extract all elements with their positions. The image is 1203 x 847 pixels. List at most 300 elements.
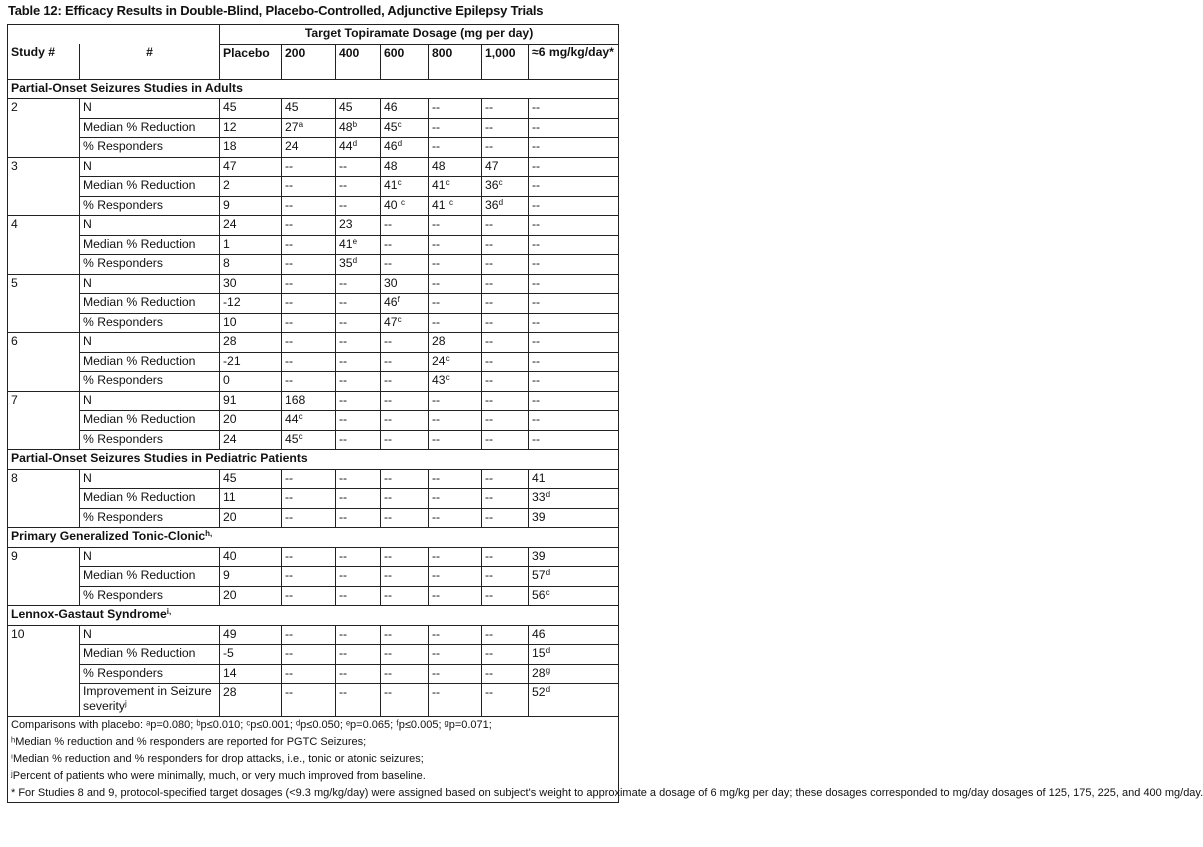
cell-value: -- [285,158,294,173]
value-cell [282,235,336,255]
value-cell [336,625,381,645]
cell-value: -- [285,509,294,524]
value-cell [381,274,429,294]
cell-value: -- [285,178,294,192]
measure-label-text: % Responders [83,509,163,524]
cell-value: 28 [223,334,237,348]
value-cell [282,196,336,216]
value-cell [381,625,429,645]
measure-label [80,508,220,528]
value-cell [336,586,381,606]
value-cell [282,216,336,236]
value-cell [482,216,529,236]
measure-label [80,235,220,255]
cell-value: 35 [339,256,353,270]
cell-value: -- [532,314,541,329]
measure-label [80,567,220,587]
value-cell [336,99,381,119]
value-cell [529,196,619,216]
value-cell [482,177,529,197]
cell-value: 28 [432,334,446,348]
footnote-marker: h, [205,529,213,538]
value-cell [220,508,282,528]
table-row [8,567,619,587]
cell-value: -- [432,509,441,524]
header-row [8,44,619,79]
cell-value: 30 [223,275,237,290]
cell-value: 41 [432,197,449,212]
measure-label-text: Median % Reduction [83,646,196,660]
table-title: Table 12: Efficacy Results in Double-Blind, Placebo-Controlled, Adjunctive Epilepsy Trials [8,3,544,18]
cell-value: 46 [384,139,398,153]
value-cell [429,567,482,587]
study-number-cell [8,411,80,431]
cell-value: 39 [532,509,546,524]
cell-value: -- [432,587,441,602]
column-header: 200 [282,44,336,79]
value-cell [282,411,336,431]
value-cell [381,177,429,197]
value-cell [482,99,529,119]
value-cell [482,469,529,489]
cell-value: -- [339,295,348,309]
value-cell [220,196,282,216]
value-cell [482,235,529,255]
measure-label-text: % Responders [83,431,163,446]
value-cell [381,547,429,567]
footnote-line: * For Studies 8 and 9, protocol-specified target dosages (<9.3 mg/kg/day) were assigned based on subject's weight to approximate a dosage of 6 mg/kg per day; these dosages corresponded to mg/day dosages of 125, 175, 225, and 400 mg/day. [11,787,1203,799]
study-number-cell [8,177,80,197]
value-cell [220,313,282,333]
cell-value: -- [532,334,541,348]
value-cell [220,489,282,509]
cell-value: -- [285,646,294,660]
value-cell [220,547,282,567]
cell-value: 28 [532,665,546,680]
cell-value: 24 [223,217,237,231]
value-cell [529,411,619,431]
cell-value: -- [432,314,441,329]
cell-value: 20 [223,587,237,602]
cell-value: -- [339,568,348,582]
cell-value: -- [432,548,441,563]
study-number-cell [8,372,80,392]
value-cell [282,313,336,333]
cell-value: -- [285,373,294,387]
measure-label-text: Median % Reduction [83,236,196,251]
value-cell [529,235,619,255]
table-row [8,274,619,294]
footnote-marker: d [352,256,358,265]
measure-label-text: % Responders [83,373,163,387]
cell-value: 47 [223,158,237,173]
cell-value: -- [384,373,393,387]
value-cell [429,235,482,255]
table-row [8,625,619,645]
cell-value: -- [285,665,294,680]
value-cell [482,567,529,587]
section-row [8,450,619,470]
value-cell [220,664,282,684]
measure-label-text: Median % Reduction [83,412,196,426]
cell-value: -- [432,646,441,660]
value-cell [482,313,529,333]
cell-value: -- [485,256,494,270]
cell-value: 1 [223,236,230,251]
measure-label [80,99,220,119]
value-cell [381,430,429,450]
value-cell [336,664,381,684]
table-row [8,138,619,158]
cell-value: -- [532,256,541,270]
study-number-cell [8,118,80,138]
cell-value: 41 [339,236,353,251]
value-cell [336,684,381,717]
measure-label [80,294,220,314]
cell-value: 43 [432,373,446,387]
cell-value: 20 [223,412,237,426]
value-cell [282,469,336,489]
table-row [8,547,619,567]
cell-value: 44 [285,412,299,426]
cell-value: 20 [223,509,237,524]
value-cell [220,430,282,450]
value-cell [381,508,429,528]
value-cell [429,547,482,567]
value-cell [282,430,336,450]
cell-value: -- [432,139,441,153]
table-row [8,235,619,255]
section-title-text: Partial-Onset Seizures Studies in Pediatric Patients [11,451,308,465]
cell-value: -- [432,217,441,231]
value-cell [336,216,381,236]
cell-value: -- [485,314,494,329]
value-cell [482,118,529,138]
cell-value: -- [532,353,541,368]
value-cell [482,411,529,431]
cell-value: 15 [532,646,546,660]
cell-value: -- [384,353,393,368]
value-cell [529,294,619,314]
study-number-cell [8,235,80,255]
cell-value: -- [485,275,494,290]
value-cell [529,138,619,158]
value-cell [220,411,282,431]
measure-label-text: N [83,100,92,114]
measure-label [80,118,220,138]
value-cell [282,567,336,587]
cell-value: -- [532,412,541,426]
cell-value: -- [532,275,541,290]
cell-value: -- [285,275,294,290]
value-cell [529,489,619,509]
measure-label-text: N [83,548,92,563]
table-row [8,118,619,138]
value-cell [220,99,282,119]
study-number-cell: 10 [8,625,80,645]
cell-value: 33 [532,490,546,504]
value-cell [336,235,381,255]
cell-value: 44 [339,139,353,153]
cell-value: -- [485,548,494,563]
footnote-marker: j [125,699,127,708]
cell-value: -- [485,470,494,485]
table-row [8,255,619,275]
footnotes-cell [8,717,1203,803]
cell-value: 52 [532,685,546,699]
value-cell [429,196,482,216]
section-row [8,606,619,626]
cell-value: 47 [485,158,499,173]
value-cell [381,567,429,587]
measure-label-text: N [83,626,92,641]
value-cell [282,586,336,606]
efficacy-table [7,24,1203,803]
cell-value: -- [532,178,541,192]
measure-label-text: Median % Reduction [83,353,196,368]
study-number-cell: 4 [8,216,80,236]
value-cell [220,586,282,606]
value-cell [529,274,619,294]
measure-label [80,216,220,236]
value-cell [529,567,619,587]
measure-label [80,255,220,275]
cell-value: -- [384,626,393,641]
value-cell [429,469,482,489]
cell-value: -- [532,158,541,173]
footnote-marker: d [397,139,403,148]
value-cell [482,255,529,275]
footnote-marker: i, [166,607,172,616]
value-cell [220,391,282,411]
cell-value: -- [384,509,393,524]
cell-value: 48 [432,158,446,173]
measure-label-text: % Responders [83,139,163,153]
value-cell [529,469,619,489]
cell-value: -- [339,158,348,173]
table-row [8,196,619,216]
measure-label [80,411,220,431]
cell-value: 36 [485,197,499,212]
value-cell [529,625,619,645]
value-cell [429,391,482,411]
value-cell [381,333,429,353]
measure-label [80,469,220,489]
measure-label [80,586,220,606]
value-cell [482,508,529,528]
cell-value: 49 [223,626,237,641]
measure-label [80,177,220,197]
value-cell [336,138,381,158]
cell-value: -- [339,646,348,660]
cell-value: -- [339,548,348,563]
cell-value: -- [339,314,348,329]
value-cell [220,352,282,372]
table-row [8,469,619,489]
study-number-cell [8,586,80,606]
cell-value: 8 [223,256,230,270]
value-cell [429,625,482,645]
cell-value: -- [285,295,294,309]
value-cell [429,586,482,606]
cell-value: 56 [532,587,546,602]
value-cell [282,508,336,528]
table-row [8,411,619,431]
measure-label-text: % Responders [83,314,163,329]
value-cell [482,352,529,372]
value-cell [282,684,336,717]
value-cell [336,508,381,528]
value-cell [282,489,336,509]
value-cell [282,255,336,275]
value-cell [220,567,282,587]
column-header: Placebo [220,44,282,79]
value-cell [429,216,482,236]
value-cell [336,177,381,197]
cell-value: -- [384,412,393,426]
value-cell [282,352,336,372]
table-row [8,216,619,236]
value-cell [336,645,381,665]
cell-value: -- [432,490,441,504]
cell-value: -- [285,587,294,602]
study-number-cell [8,684,80,717]
cell-value: -- [384,568,393,582]
value-cell [529,313,619,333]
cell-value: -- [432,236,441,251]
measure-label-text: Median % Reduction [83,295,196,309]
value-cell [529,586,619,606]
value-cell [336,313,381,333]
value-cell [429,255,482,275]
footnote-marker: c [448,197,453,207]
value-cell [282,138,336,158]
measure-label-text: % Responders [83,587,163,602]
table-row [8,313,619,333]
study-number-cell [8,489,80,509]
study-number-cell [8,664,80,684]
value-cell [429,138,482,158]
cell-value: -- [285,353,294,368]
section-title [8,450,619,470]
value-cell [220,625,282,645]
footnote-marker: d [545,568,551,577]
footnote-line: ʰMedian % reduction and % responders are reported for PGTC Seizures; [11,736,367,748]
value-cell [381,372,429,392]
study-number-cell [8,313,80,333]
measure-label [80,372,220,392]
value-cell [220,235,282,255]
measure-label-text: N [83,275,92,290]
measure-label [80,274,220,294]
cell-value: -- [285,626,294,641]
measure-label-text: N [83,392,92,407]
cell-value: 18 [223,139,237,153]
study-number-cell [8,645,80,665]
table-row [8,372,619,392]
value-cell [429,411,482,431]
value-cell [429,508,482,528]
cell-value: 24 [432,353,446,368]
section-title-text: Lennox-Gastaut Syndrome [11,607,167,621]
footnote-marker: g [545,665,551,675]
footnote-marker: c [298,412,303,421]
cell-value: -- [432,412,441,426]
value-cell [336,411,381,431]
value-cell [529,645,619,665]
value-cell [482,430,529,450]
table-row [8,294,619,314]
cell-value: -- [432,568,441,582]
cell-value: -- [485,100,494,114]
value-cell [429,352,482,372]
cell-value: -- [384,470,393,485]
cell-value: 30 [384,275,398,290]
measure-label [80,684,220,717]
footnote-marker: c [445,178,450,187]
study-number-cell [8,255,80,275]
cell-value: -- [532,431,541,446]
value-cell [220,118,282,138]
cell-value: -- [485,646,494,660]
cell-value: -- [485,685,494,699]
cell-value: -- [285,470,294,485]
value-cell [381,235,429,255]
value-cell [381,352,429,372]
value-cell [336,352,381,372]
cell-value: -- [532,295,541,309]
cell-value: 40 [384,197,401,212]
cell-value: -- [532,392,541,407]
measure-label-text: Median % Reduction [83,490,196,504]
cell-value: -21 [223,353,241,368]
column-header: Study # [8,44,80,79]
cell-value: 9 [223,197,230,212]
value-cell [381,138,429,158]
cell-value: -- [339,587,348,602]
cell-value: 45 [285,431,299,446]
cell-value: -- [485,119,494,134]
value-cell [381,99,429,119]
footnote-marker: c [445,353,450,363]
cell-value: -- [285,685,294,699]
cell-value: 45 [223,470,237,485]
footnote-marker: a [298,119,304,129]
cell-value: 40 [223,548,237,563]
cell-value: -- [532,139,541,153]
value-cell [482,547,529,567]
table-row [8,391,619,411]
cell-value: -- [384,685,393,699]
value-cell [381,645,429,665]
value-cell [482,391,529,411]
value-cell [429,645,482,665]
value-cell [336,118,381,138]
footnote-line: Comparisons with placebo: ᵃp=0.080; ᵇp≤0.010; ᶜp≤0.001; ᵈp≤0.050; ᵉp=0.065; ᶠp≤0.005; ᵍp=0.071; [11,719,492,731]
value-cell [429,333,482,353]
cell-value: 24 [285,139,299,153]
cell-value: -- [384,646,393,660]
cell-value: -- [432,470,441,485]
cell-value: 46 [384,100,398,114]
measure-label [80,489,220,509]
cell-value: -- [339,431,348,446]
table-row [8,157,619,177]
measure-label-text: Median % Reduction [83,568,196,582]
cell-value: 46 [384,295,398,309]
measure-label-text: Median % Reduction [83,119,196,134]
measure-label [80,391,220,411]
